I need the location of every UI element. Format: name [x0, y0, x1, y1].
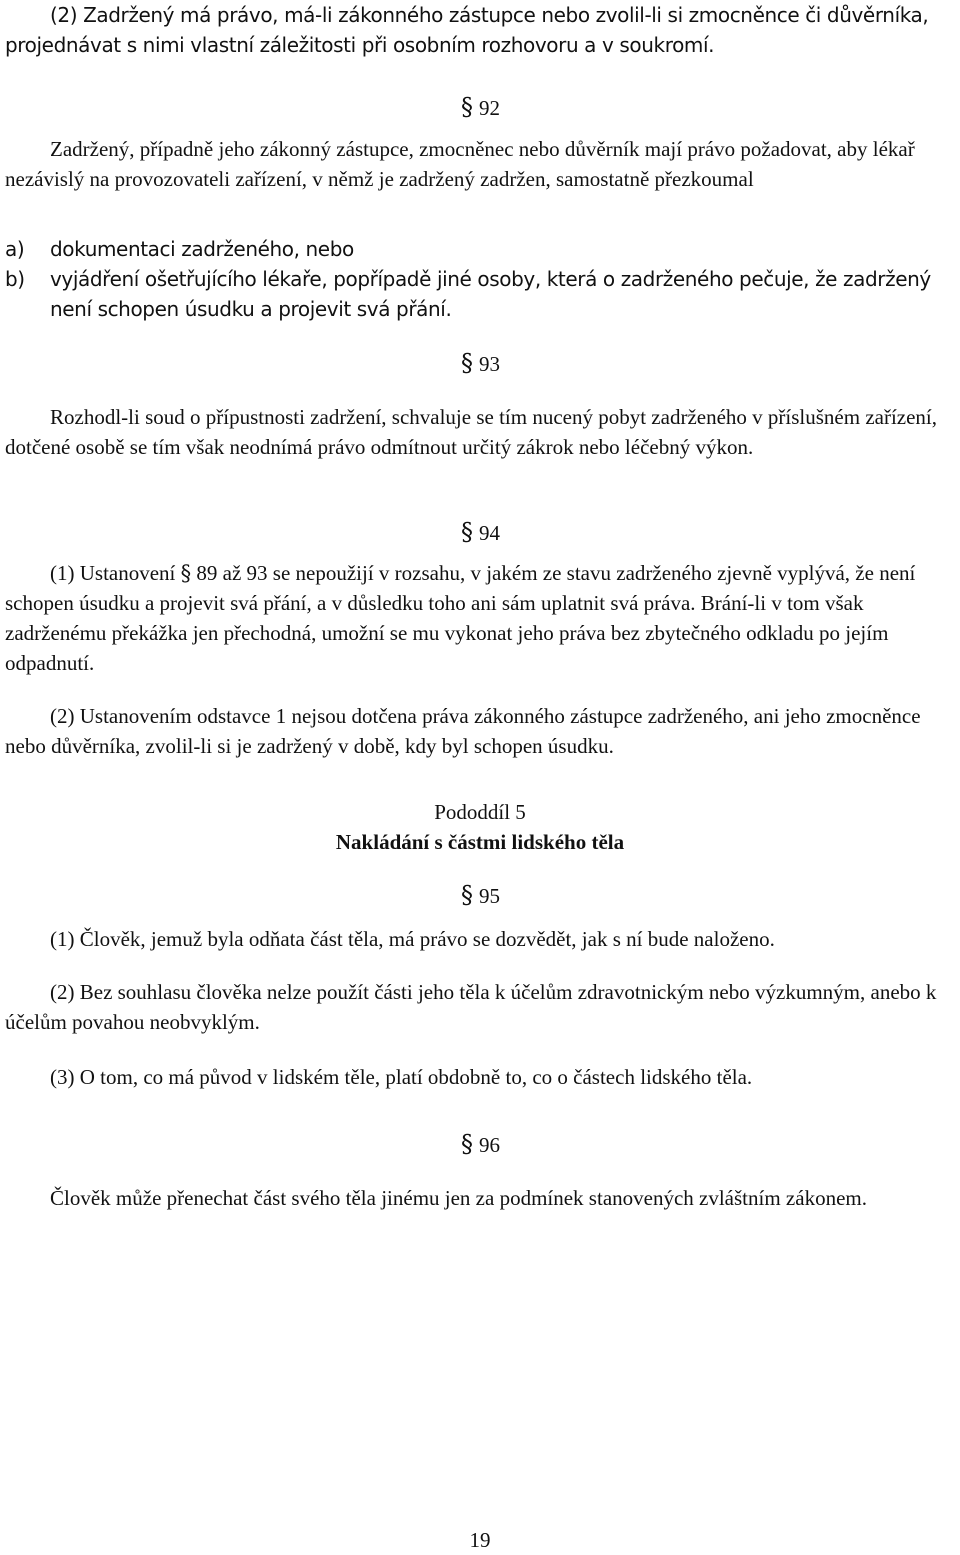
section-number: 96 — [479, 1133, 500, 1157]
paragraph-93: Rozhodl-li soud o přípustnosti zadržení, schvaluje se tím nucený pobyt zadrženého v příslušném zařízení, dotčené osobě se tím však neodnímá právo odmítnout určitý zákrok nebo léčebný výkon. — [5, 405, 938, 459]
section-symbol: § — [461, 93, 473, 121]
paragraph-94-2: (2) Ustanovením odstavce 1 nejsou dotčena práva zákonného zástupce zadrženého, ani jeho zmocněnce nebo důvěrníka, zvolil-li si je zadržený v době, kdy byl schopen úsudku. — [5, 704, 921, 758]
paragraph-92-list — [5, 234, 955, 324]
paragraph-95-3: (3) O tom, co má původ v lidském těle, platí obdobně to, co o částech lidského těla. — [50, 1065, 753, 1089]
page-number: 19 — [469, 1528, 491, 1552]
paragraph-96: Člověk může přenechat část svého těla jinému jen za podmínek stanovených zvláštním zákonem. — [50, 1186, 867, 1210]
section-symbol: § — [461, 349, 473, 377]
paragraph-91-2: (2) Zadržený má právo, má-li zákonného zástupce nebo zvolil-li si zmocněnce či důvěrníka, projednávat s nimi vlastní záležitosti při osobním rozhovoru a v soukromí. — [5, 3, 929, 57]
section-heading-96 — [461, 1129, 500, 1160]
section-number: 94 — [479, 521, 500, 545]
section-symbol: § — [461, 518, 473, 546]
section-number: 95 — [479, 884, 500, 908]
section-number: 93 — [479, 352, 500, 376]
section-heading-92 — [461, 92, 500, 123]
list-item-text: vyjádření ošetřujícího lékaře, popřípadě jiné osoby, která o zadrženého pečuje, že zadržený není schopen úsudku a projevit svá přání. — [50, 267, 931, 321]
paragraph-94-1-rest: 89 až 93 se nepoužijí v rozsahu, v jakém ze stavu zadrženého zjevně vyplývá, že není schopen úsudku a projevit svá přání, a v důsledku toho ani sám uplatnit svá práva. Brání-li v tom však zadrženému překážka jen přechodná, umožní se mu vykonat jeho práva bez zbytečného odkladu po jejím odpadnutí. — [5, 561, 916, 675]
section-heading-94 — [461, 517, 500, 548]
list-marker: b) — [5, 267, 25, 291]
paragraph-95-2: (2) Bez souhlasu člověka nelze použít části jeho těla k účelům zdravotnickým nebo výzkumným, anebo k účelům povahou neobvyklým. — [5, 980, 937, 1034]
paragraph-94-1 — [5, 558, 955, 678]
list-item-text: dokumentaci zadrženého, nebo — [50, 237, 354, 261]
section-heading-93 — [461, 348, 500, 379]
section-symbol: § — [180, 561, 192, 585]
section-symbol: § — [461, 1130, 473, 1158]
list-item — [5, 234, 955, 264]
paragraph-94-1-start: (1) Ustanovení — [50, 561, 181, 585]
section-number: 92 — [479, 96, 500, 120]
subsection-title: Nakládání s částmi lidského těla — [335, 830, 625, 854]
section-symbol: § — [461, 881, 473, 909]
paragraph-92-intro: Zadržený, případně jeho zákonný zástupce, zmocněnec nebo důvěrník mají právo požadovat, aby lékař nezávislý na provozovateli zařízení, v němž je zadržený zadržen, samostatně přezkoumal — [5, 137, 915, 191]
section-heading-95 — [461, 880, 500, 911]
paragraph-95-1: (1) Člověk, jemuž byla odňata část těla, má právo se dozvědět, jak s ní bude naloženo. — [50, 927, 775, 951]
list-marker: a) — [5, 237, 25, 261]
subsection-label: Pododdíl 5 — [434, 800, 526, 824]
list-item — [5, 264, 955, 324]
